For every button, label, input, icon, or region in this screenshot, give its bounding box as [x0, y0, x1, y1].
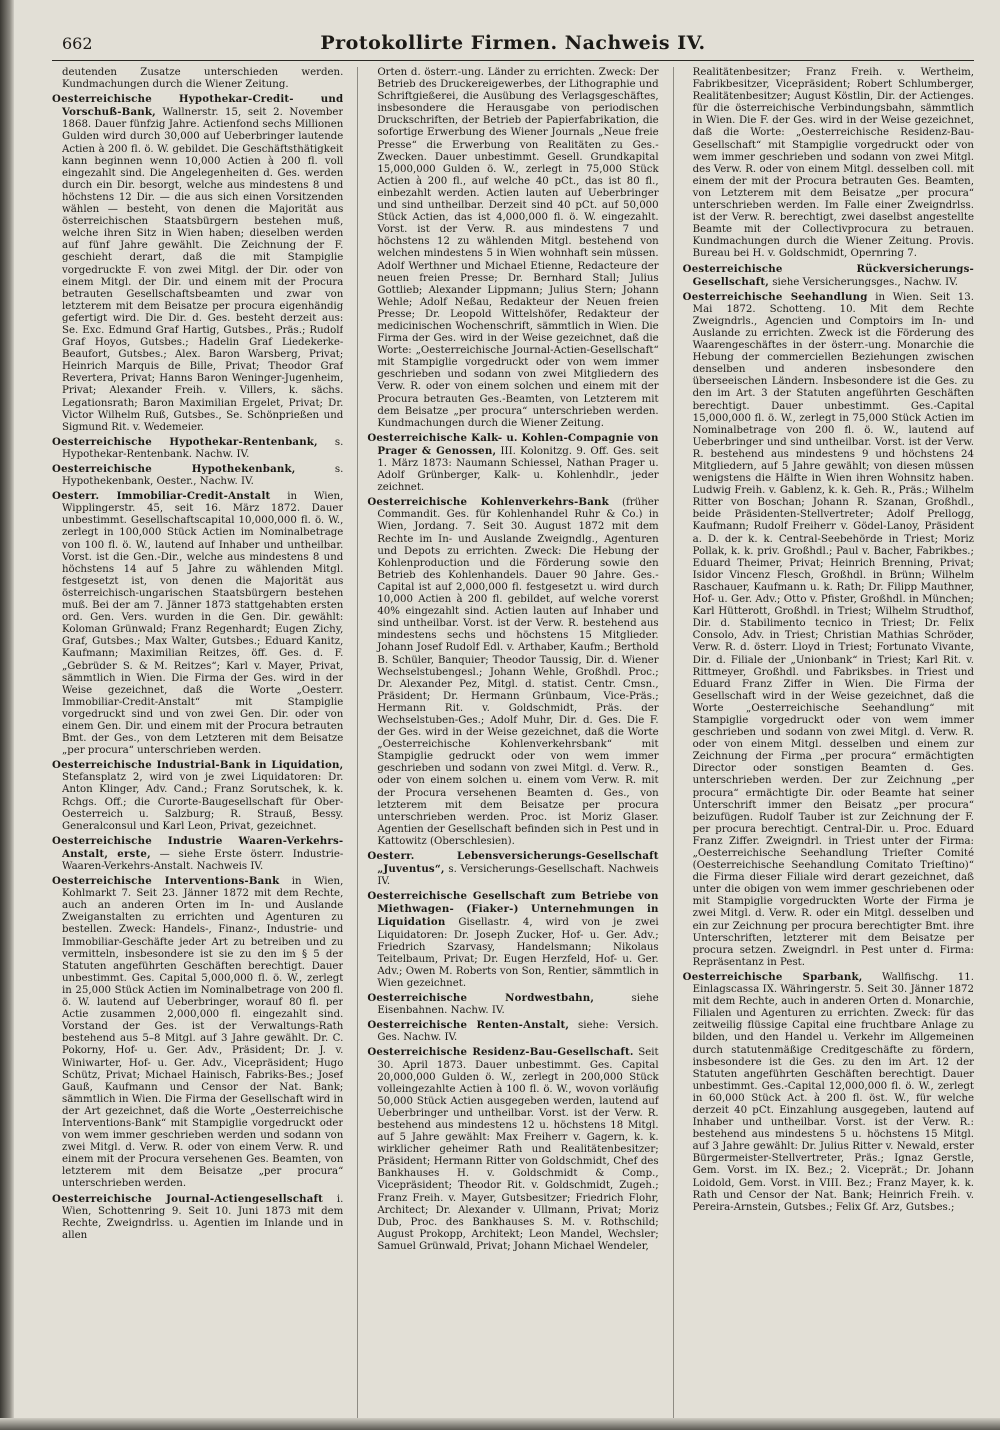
- entry-text: Orten d. österr.-ung. Länder zu errichten. Zweck: Der Betrieb des Druckereigewerbes, der Lithographie und Schriftgießerei, die Ausübung des Verlagsgeschäftes, insbesondere die Herausgabe von periodischen Druckschriften, der Betrieb der Papierfabrikation, die sofortige Erwerbung des Wiener Journals „Neue freie Presse“ die Erwerbung von Realitäten zu Ges.-Zwecken. Dauer unbestimmt. Gesell. Grundkapital 15,000,000 Gulden ö. W., zerlegt in 75,000 Stück Actien à 200 fl., auf welche 40 pCt., das ist 80 fl., einbezahlt werden. Actien lauten auf Ueberbringer und sind untheilbar. Derzeit sind 40 pCt. auf 50,000 Stück Actien, das ist 4,000,000 fl. ö. W. eingezahlt. Vorst. ist der Verw. R. aus mindestens 7 und höchstens 12 zu wählenden Mitgl. bestehend von welchen mindestens 5 in Wien wohnhaft sein müssen. Adolf Werthner und Michael Etienne, Redacteure der neuen freien Presse; Dr. Bernhard Stall; Julius Gottlieb; Alexander Lippmann; Julius Stern; Johann Wehle; Adolf Neßau, Redakteur der Neuen freien Presse; Dr. Leopold Wittelshöfer, Redakteur der medicinischen Wochenschrift, sämmtlich in Wien. Die Firma der Ges. wird in der Weise gezeichnet, daß die Worte: „Oesterreichische Journal-Actien-Gesellschaft“ mit Stampiglie vorgedruckt oder von wem immer geschrieben und sodann von zwei Mitgliedern des Verw. R. oder von einem solchen und einem mit der Procura betrauten Ges.-Beamten, von Letzterem mit dem Beisatze „per procura“ unterschrieben werden. Kundmachungen durch die Wiener Zeitung.: [377, 67, 659, 429]
- firm-name: Oesterreichische Gesellschaft zum Betriebe von Miethwagen- (Fiaker-) Unternehmungen in Liquidation: [367, 890, 659, 929]
- entry-text: (früher Commandit. Ges. für Kohlenhandel Ruhr & Co.) in Wien, Jordang. 7. Seit 30. August 1872 mit dem Rechte im In- und Auslande Zweigndlg., Agenturen und Depots zu errichten. Zweck: Die Hebung der Kohlenproduction und die Förderung sowie den Betrieb des Kohlenhandels. Dauer 90 Jahre. Ges.-Capital ist auf 2,000,000 fl. festgesetzt u. wird durch 10,000 Actien à 200 fl. gebildet, auf welche vorerst 40% eingezahlt sind. Actien lauten auf Inhaber und sind untheilbar. Vorst. ist der Verw. R. bestehend aus mindestens sechs und höchstens 15 Mitglieder. Johann Josef Rudolf Edl. v. Arthaber, Kaufm.; Berthold B. Schüler, Banquier; Theodor Taussig, Dir. d. Wiener Wechselstubengesl.; Johann Wehle, Großhdl. Proc.; Dr. Alexander Pez, Mitgl. d. statist. Centr. Cmsn., Präsident; Dr. Hermann Grünbaum, Vice-Präs.; Hermann Rit. v. Goldschmidt, Präs. der Wechselstuben-Ges.; Adolf Muhr, Dir. d. Ges. Die F. der Ges. wird in der Weise gezeichnet, daß die Worte „Oesterreichische Kohlenverkehrsbank“ mit Stampiglie gedruckt oder von wem immer geschrieben und sodann von zwei Mitgl. d. Verw. R., oder von einem solchen u. einem vom Verw. R. mit der Procura versehenen Beamten d. Ges., von letzterem mit dem Beisatze per procura unterschrieben werden. Proc. ist Moriz Glaser. Agentien der Gesellschaft befinden sich in Pest und in Kattowitz (Oberschlesien).: [377, 497, 659, 847]
- firm-name: Oesterreichische Hypothekar-Credit- und Vorschuß-Bank,: [52, 93, 344, 119]
- entry-text: Gisellastr. 4, wird von je zwei Liquidatoren: Dr. Joseph Zucker, Hof- u. Ger. Adv.; Friedrich Szarvasy, Handelsmann; Nikolaus Teitelbaum, Privat; Dr. Eugen Herzfeld, Hof- u. Ger. Adv.; Owen M. Roberts von Son, Rentier, sämmtlich in Wien gezeichnet.: [377, 917, 659, 989]
- firm-name: Oesterreichische Kohlenverkehrs-Bank: [367, 496, 609, 509]
- firm-entry: [52, 759, 343, 833]
- scan-left-edge: [0, 0, 14, 1430]
- firm-name: Oesterreichische Rückversicherungs-Gesellschaft,: [682, 262, 974, 288]
- firm-entry: [52, 463, 343, 488]
- entry-text: Seit 30. April 1873. Dauer unbestimmt. Ges. Capital 20,000,000 Gulden ö. W., zerlegt in 200,000 Stück volleingezahlte Actien à 100 fl. ö. W., wovon vorläufig 50,000 Stück Actien ausgegeben werden, lautend auf Ueberbringer und untheilbar. Vorst. ist der Verw. R. bestehend aus mindestens 12 u. höchstens 18 Mitgl. auf 5 Jahre gewählt: Max Freiherr v. Gagern, k. k. wirklicher geheimer Rath und Realitätenbesitzer; Präsident; Hermann Ritter von Goldschmidt, Chef des Bankhauses H. v. Goldschmidt & Comp., Vicepräsident; Theodor Rit. v. Goldschmidt, Zugeh.; Franz Freih. v. Mayer, Gutsbesitzer; Friedrich Flohr, Architect; Dr. Alexander v. Ullmann, Privat; Moriz Dub, Proc. des Bankhauses S. M. v. Rothschild; August Prokopp, Architekt; Leon Mandel, Wechsler; Samuel Grünwald, Privat; Johann Michael Wendeler,: [377, 1047, 659, 1252]
- firm-name: Oesterreichische Hypothekenbank,: [52, 463, 296, 475]
- firm-entry: [52, 875, 343, 1190]
- firm-entry: [52, 67, 343, 91]
- scan-bottom-edge: [0, 1418, 1000, 1430]
- entry-text: Realitätenbesitzer; Franz Freih. v. Wertheim, Fabrikbesitzer, Vicepräsident; Robert Schlumberger, Realitätenbesitzer; August Köstlin, Dir. der Actienges. für die österreichische Verbindungsbahn, sämmtlich in Wien. Die F. der Ges. wird in der Weise gezeichnet, daß die Worte: „Oesterreichische Residenz-Bau-Gesellschaft“ mit Stampiglie vorgedruckt oder von wem immer geschrieben und sodann von zwei Mitgl. des Verw. R. oder von einem Mitgl. desselben coll. mit einem der mit der Procura betrauten Ges. Beamten, von Letzterem mit dem Beisatze „per procura“ unterschrieben werden. Im Falle einer Zweigndrlss. ist der Verw. R. berechtigt, zwei daselbst angestellte Beamte mit der Collectivprocura zu betrauen. Kundmachungen durch die Wiener Zeitung. Provis. Bureau bei H. v. Goldschmidt, Opernring 7.: [692, 67, 974, 260]
- entry-text: i. Wien, Schottenring 9. Seit 10. Juni 1873 mit dem Rechte, Zweigndrlss. u. Agentien im Inlande und in allen: [62, 1193, 344, 1241]
- entry-text: s. Hypothekenbank, Oester., Nachw. IV.: [62, 464, 344, 488]
- entry-text: s. Versicherungs-Gesellschaft. Nachweis IV.: [377, 864, 659, 888]
- firm-name: Oesterreichische Journal-Actiengesellschaft: [52, 1192, 324, 1205]
- text-columns: [52, 67, 974, 1427]
- firm-entry: [367, 992, 658, 1017]
- firm-entry: [52, 835, 343, 873]
- column-middle: [357, 67, 658, 1427]
- entry-text: siehe Versicherungsges., Nachw. IV.: [772, 276, 958, 288]
- column-right: [673, 67, 974, 1427]
- firm-name: Oesterreichische Nordwestbahn,: [367, 992, 595, 1005]
- firm-entry: [367, 432, 658, 494]
- firm-entry: [683, 971, 974, 1214]
- firm-entry: [683, 67, 974, 261]
- firm-entry: [367, 890, 658, 990]
- entry-text: in Wien, Kohlmarkt 7. Seit 23. Jänner 1872 mit dem Rechte, auch an anderen Orten im In- und Auslande Zweiganstalten zu errichten und Agenturen zu bestellen. Zweck: Handels-, Finanz-, Industrie- und Immobiliar-Geschäfte jeder Art zu betreiben und zu vermitteln, insbesondere ist sie zu den im § 5 der Statuten angeführten Geschäften berechtigt. Dauer unbestimmt. Ges. Capital 5,000,000 fl. ö. W., zerlegt in 25,000 Stück Actien im Nominalbetrage von 200 fl. ö. W. lautend auf Ueberbringer, worauf 80 fl. per Actie zusammen 2,000,000 fl. eingezahlt sind. Vorstand der Ges. ist der Verwaltungs-Rath bestehend aus 5–8 Mitgl. auf 3 Jahre gewählt. Dr. C. Pokorny, Hof- u. Ger. Adv., Präsident; Dr. J. v. Winiwarter, Hof- u. Ger. Adv., Vicepräsident; Hugo Schütz, Privat; Michael Hainisch, Fabriks-Bes.; Josef Gauß, Kaufmann und Censor der Nat. Bank; sämmtlich in Wien. Die Firma der Gesellschaft wird in der Art gezeichnet, daß die Worte „Oesterreichische Interventions-Bank“ mit Stampiglie vorgedruckt oder von wem immer geschrieben werden und sodann von zwei Mitgl. d. Verw. R. oder von einem Verw. R. und einem mit der Procura versehenen Ges. Beamten, von letzterem mit dem Beisatze „per procura“ unterschrieben werden.: [62, 876, 344, 1190]
- column-left: [52, 67, 343, 1427]
- firm-name: Oesterr. Lebensversicherungs-Gesellschaft „Juventus“,: [367, 850, 659, 876]
- firm-entry: [683, 263, 974, 289]
- firm-entry: [367, 850, 658, 888]
- firm-name: Oesterreichische Residenz-Bau-Gesellschaft.: [367, 1046, 634, 1059]
- entry-text: Stefansplatz 2, wird von je zwei Liquidatoren: Dr. Anton Klinger, Adv. Cand.; Franz Sorutschek, k. k. Rchgs. Off.; die Curorte-Baugesellschaft für Ober-Oesterreich u. Salzburg; R. Strauß, Bessy. Generalconsul und Karl Leon, Privat, gezeichnet.: [62, 772, 344, 832]
- entry-text: siehe: Versich. Ges. Nachw. IV.: [377, 1020, 659, 1044]
- firm-name: Oesterreichische Kalk- u. Kohlen-Compagnie von Prager & Genossen,: [367, 431, 659, 457]
- firm-name: Oesterreichische Sparbank,: [682, 970, 863, 983]
- firm-name: Oesterreichische Industrial-Bank in Liquidation,: [52, 759, 344, 772]
- firm-entry: [52, 93, 343, 434]
- entry-text: in Wien, Wipplingerstr. 45, seit 16. März 1872. Dauer unbestimmt. Gesellschaftscapital 10,000,000 fl. ö. W., zerlegt in 100,000 Stück Actien im Nominalbetrage von 100 fl. ö. W., lautend auf Inhaber und untheilbar. Vorst. ist die Gen.-Dir., welche aus mindestens 8 und höchstens 14 auf 5 Jahre zu wählenden Mitgl. festgesetzt ist, von denen die Majorität aus österreichisch-ungarischen Staatsbürgern bestehen muß. Bei der am 7. Jänner 1873 stattgehabten ersten ord. Gen. Vers. wurden in die Gen. Dir. gewählt: Koloman Grünwald; Franz Regenhardt; Eugen Zichy, Graf, Gutsbes.; Max Walter, Gutsbes.; Eduard Kanitz, Kaufmann; Maximilian Reitzes, öff. Ges. d. F. „Gebrüder S. & M. Reitzes“; Karl v. Mayer, Privat, sämmtlich in Wien. Die Firma der Ges. wird in der Weise gezeichnet, daß die Worte „Oesterr. Immobiliar-Credit-Anstalt“ mit Stampiglie vorgedruckt sind und von zwei Gen. Dir. oder von einem Gen. Dir. und einem mit der Procura betrauten Bmt. der Ges., von dem Letzteren mit dem Beisatze „per procura“ unterschrieben werden.: [62, 491, 344, 757]
- firm-entry: [52, 436, 343, 461]
- firm-name: Oesterreichische Hypothekar-Rentenbank,: [52, 435, 318, 448]
- firm-entry: [367, 1019, 658, 1044]
- firm-entry: [683, 291, 974, 969]
- firm-entry: [52, 1193, 343, 1242]
- entry-text: deutenden Zusatze unterschieden werden. Kundmachungen durch die Wiener Zeitung.: [62, 67, 344, 91]
- entry-text: Wallfischg. 11. Einlagscassa IX. Währingerstr. 5. Seit 30. Jänner 1872 mit dem Rechte, auch in anderen Orten d. Monarchie, Filialen und Agenturen zu errichten. Zweck: für das zeitweilig flüssige Capital eine fruchtbare Anlage zu bilden, und den Handel u. Verkehr im Allgemeinen durch statutenmäßige Creditgeschäfte zu fördern, insbesondere ist die Ges. zu den im Art. 12 der Statuten angeführten Geschäften berechtigt. Dauer unbestimmt. Ges.-Capital 12,000,000 fl. ö. W., zerlegt in 60,000 Stück Act. à 200 fl. öst. W., für welche derzeit 40 pCt. Einzahlung ausgegeben, lautend auf Inhaber und untheilbar. Vorst. ist der Verw. R.: bestehend aus mindestens 5 u. höchstens 15 Mitgl. auf 3 Jahre gewählt: Dr. Julius Ritter v. Newald, erster Bürgermeister-Stellvertreter, Präs.; Ignaz Gerstle, Gem. Vorst. im IX. Bez.; 2. Viceprät.; Dr. Johann Loidold, Gem. Vorst. in VIII. Bez.; Franz Mayer, k. k. Rath und Censor der Nat. Bank; Heinrich Freih. v. Pereira-Arnstein, Gutsbes.; Felix Gf. Arz, Gutsbes.;: [692, 971, 974, 1213]
- firm-name: Oesterreichische Renten-Anstalt,: [367, 1019, 570, 1032]
- firm-name: Oesterr. Immobiliar-Credit-Anstalt: [52, 490, 271, 503]
- firm-entry: [367, 496, 658, 848]
- firm-entry: [367, 1046, 658, 1253]
- entry-text: — siehe Erste österr. Industrie-Waaren-Verkehrs-Anstalt. Nachweis IV.: [62, 848, 344, 872]
- page-number: 662: [62, 34, 93, 53]
- entry-text: III. Kolonitzg. 9. Off. Ges. seit 1. März 1873: Naumann Schiessel, Nathan Prager u. Adolf Grünberger, Kalk- u. Kohlenhdlr., jeder zeichnet.: [377, 445, 659, 494]
- firm-name: Oesterreichische Interventions-Bank: [52, 875, 280, 888]
- entry-text: Wallnerstr. 15, seit 2. November 1868. Dauer fünfzig Jahre. Actienfond sechs Millionen Gulden wird durch 30,000 auf Ueberbringer lautende Actien à 200 fl. ö. W. gebildet. Die Geschäftsthätigkeit kann beginnen wenn 10,000 Actien à 200 fl. voll eingezahlt sind. Die Angelegenheiten d. Ges. werden durch ein Dir. besorgt, welche aus mindestens 8 und höchstens 12 Dir. — die aus sich einen Vorsitzenden wählen — besteht, von denen die Majorität aus österreichischen Staatsbürgern bestehen muß, welche ihren Sitz in Wien haben; dieselben werden auf fünf Jahre gewählt. Die Zeichnung der F. geschieht derart, daß die mit Stampiglie vorgedruckte F. von zwei Mitgl. der Dir. oder von einem Mitgl. der Dir. und einem mit der Procura betrauten Gesellschaftsbeamten und zwar von letzterem mit dem Beisatze per procura eigenhändig gefertigt wird. Die Dir. d. Ges. besteht derzeit aus: Se. Exc. Edmund Graf Hartig, Gutsbes., Präs.; Rudolf Graf Hoyos, Gutsbes.; Hadelin Graf Liedekerke-Beaufort, Gutsbes.; Alex. Baron Warsberg, Privat; Heinrich Marquis de Bille, Privat; Theodor Graf Revertera, Privat; Hanns Baron Weninger-Jugenheim, Privat; Alexander Freih. v. Villers, k. sächs. Legationsrath; Baron Maximilian Ergelet, Privat; Dr. Victor Wilhelm Ruß, Gutsbes., Se. Schönprießen und Sigmund Rit. v. Wedemeier.: [62, 107, 344, 433]
- page-header: [52, 30, 974, 61]
- firm-name: Oesterreichische Industrie Waaren-Verkehrs-Anstalt, erste,: [52, 834, 344, 860]
- entry-text: in Wien. Seit 13. Mai 1872. Schotteng. 10. Mit dem Rechte Zweigndrls., Agencien und Comptoirs im In- und Auslande zu errichten. Zweck ist die Förderung des Waarengeschäftes in der österr.-ung. Monarchie die Hebung der commerciellen Beziehungen zwischen denselben und anderen insbesondere den überseeischen Ländern. Insbesondere ist die Ges. zu den im Art. 3 der Statuten angeführten Geschäften berechtigt. Dauer unbestimmt. Ges.-Capital 15,000,000 fl. ö. W., zerlegt in 75,000 Stück Actien im Nominalbetrage von 200 fl. ö. W., lautend auf Ueberbringer und sind untheilbar. Vorst. ist der Verw. R. bestehend aus mindestens 9 und höchstens 24 Mitgliedern, auf 5 Jahre gewählt; von diesen müssen wenigstens die Hälfte in Wien ihren Wohnsitz haben. Ludwig Freih. v. Gablenz, k. k. Geh. R., Präs.; Wilhelm Ritter von Boschan; Johann R. Szanan, Großhdl., beide Präsidenten-Stellvertreter; Adolf Prellogg, Kaufmann; Rudolf Freiherr v. Gödel-Lanoy, Präsident a. D. der k. k. Central-Seebehörde in Triest; Moriz Pollak, k. k. priv. Großhdl.; Paul v. Bacher, Fabrikbes.; Eduard Theimer, Privat; Heinrich Brenning, Privat; Isidor Vincenz Flesch, Großhdl. in Brünn; Wilhelm Raschauer, Kaufmann u. k. Rath; Dr. Filipp Mauthner, Hof- u. Ger. Adv.; Otto v. Pfister, Großhdl. in München; Karl Hütterott, Großhdl. in Triest; Wilhelm Strudthof, Dir. d. Stabilimento tecnico in Triest; Dr. Felix Consolo, Adv. in Triest; Christian Mathias Schröder, Verw. R. d. österr. Lloyd in Triest; Fortunato Vivante, Dir. d. Filiale der „Unionbank“ in Triest; Karl Rit. v. Rittmeyer, Großhdl. und Fabriksbes. in Triest und Eduard Franz Ziffer in Wien. Die Firma der Gesellschaft wird in der Weise gezeichnet, daß die Worte „Oesterreichische Seehandlung“ mit Stampiglie vorgedruckt oder von wem immer geschrieben und sodann von zwei Mitgl. d. Verw. R. oder von einem Mitgl. desselben und einem zur Zeichnung der Firma „per procura“ ermächtigten Director oder sonstigen Beamten d. Ges. unterschrieben werden. Der zur Zeichnung „per procura“ ermächtigte Dir. oder Beamte hat seiner Unterschrift immer den Beisatz „per procura“ beizufügen. Rudolf Tauber ist zur Zeichnung der F. per procura berechtigt. Central-Dir. u. Proc. Eduard Franz Ziffer. Zweigndrl. in Triest unter der Firma: „Oesterreichische Seehandlung Trieſter Comité (Oesterreichische Seehandlung Comitato Trieſtino)“ die Firma dieser Filiale wird derart gezeichnet, daß unter die obigen von wem immer geschriebenen oder mit Stampiglie vorgedruckten Worte der Firma je zwei Mitgl. d. Verw. R. oder ein Mitgl. desselben und ein zur Zeichnung per procura berechtigter Bmt. ihre Unterschriften, letzterer mit dem Beisatze per procura setzen. Zweigndrl. in Pest unter d. Firma: Repräsentanz in Pest.: [692, 291, 974, 968]
- entry-text: siehe Eisenbahnen. Nachw. IV.: [377, 993, 659, 1017]
- firm-entry: [52, 490, 343, 757]
- firm-name: Oesterreichische Seehandlung: [682, 290, 868, 303]
- entry-text: s. Hypothekar-Rentenbank. Nachw. IV.: [62, 436, 344, 460]
- running-title: Protokollirte Firmen. Nachweis IV.: [320, 32, 706, 54]
- firm-entry: [367, 67, 658, 430]
